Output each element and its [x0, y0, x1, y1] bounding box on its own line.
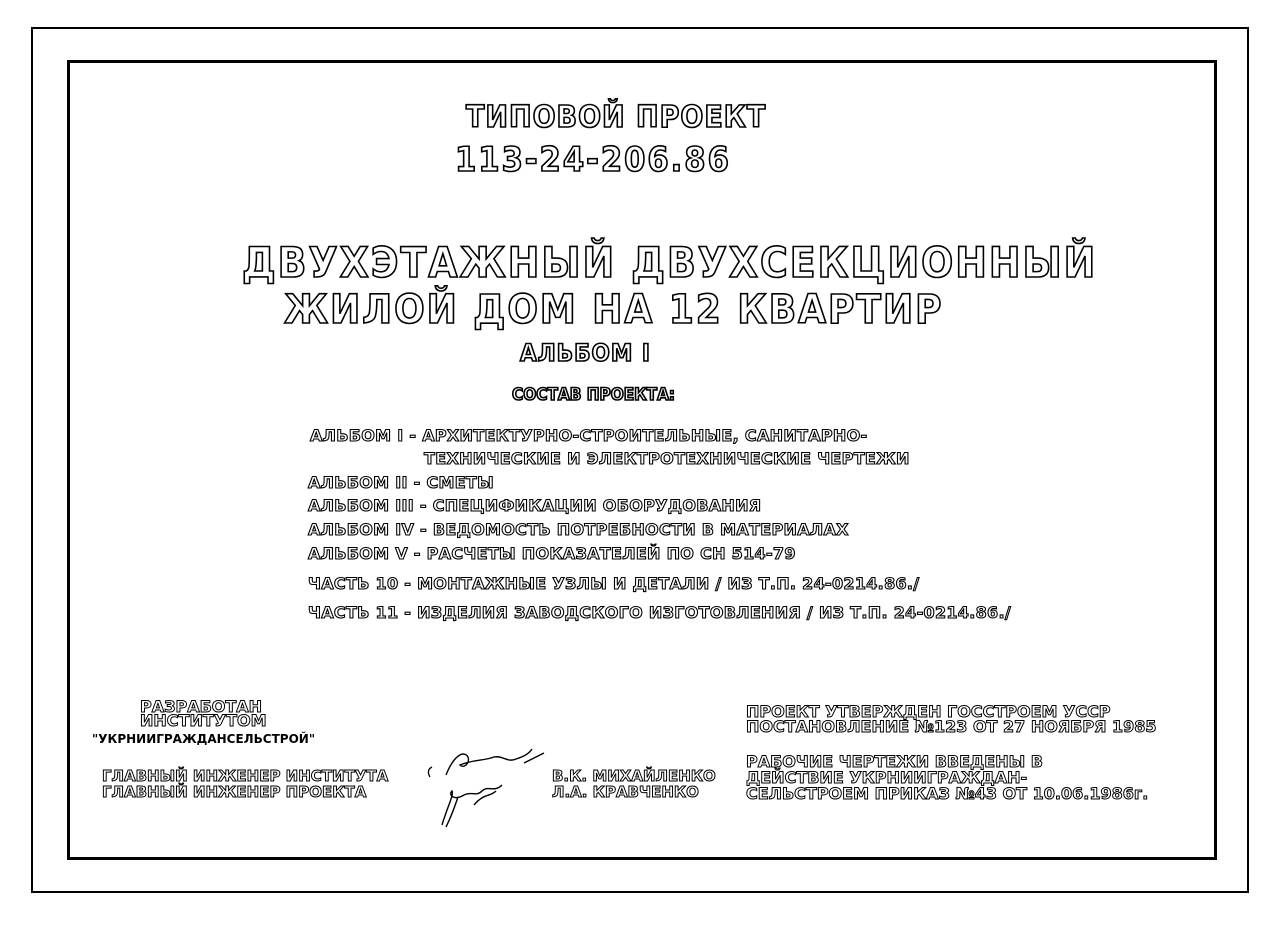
- developer-institute: "УКРНИИГРАЖДАНСЕЛЬСТРОЙ": [92, 732, 316, 746]
- composition-heading: СОСТАВ ПРОЕКТА:: [512, 385, 676, 405]
- role-chief-engineer-institute: ГЛАВНЫЙ ИНЖЕНЕР ИНСТИТУТА: [102, 767, 389, 785]
- role-chief-engineer-project: ГЛАВНЫЙ ИНЖЕНЕР ПРОЕКТА: [102, 783, 367, 801]
- composition-item: АЛЬБОМ III - СПЕЦИФИКАЦИИ ОБОРУДОВАНИЯ: [308, 496, 762, 515]
- project-type-label: ТИПОВОЙ ПРОЕКТ: [466, 100, 767, 135]
- composition-item: АЛЬБОМ IV - ВЕДОМОСТЬ ПОТРЕБНОСТИ В МАТЕРИАЛАХ: [308, 520, 849, 539]
- approval-line3: РАБОЧИЕ ЧЕРТЕЖИ ВВЕДЕНЫ В: [746, 752, 1043, 771]
- composition-item: АЛЬБОМ V - РАСЧЕТЫ ПОКАЗАТЕЛЕЙ ПО СН 514-79: [308, 544, 796, 563]
- signatory-name-1: В.К. МИХАЙЛЕНКО: [552, 767, 716, 785]
- approval-line5: СЕЛЬСТРОЕМ ПРИКАЗ №43 ОТ 10.06.1986г.: [746, 784, 1149, 803]
- developer-line2: ИНСТИТУТОМ: [140, 711, 267, 730]
- composition-item: ЧАСТЬ 10 - МОНТАЖНЫЕ УЗЛЫ И ДЕТАЛИ / ИЗ Т.П. 24-0214.86./: [308, 574, 920, 593]
- composition-item: АЛЬБОМ II - СМЕТЫ: [308, 473, 495, 492]
- album-label: АЛЬБОМ I: [520, 339, 651, 367]
- signatory-name-2: Л.А. КРАВЧЕНКО: [552, 783, 699, 801]
- project-number: 113-24-206.86: [455, 140, 731, 180]
- document-title-line1: ДВУХЭТАЖНЫЙ ДВУХСЕКЦИОННЫЙ: [242, 238, 1098, 287]
- composition-item: ТЕХНИЧЕСКИЕ И ЭЛЕКТРОТЕХНИЧЕСКИЕ ЧЕРТЕЖИ: [424, 449, 910, 468]
- handwritten-signatures: [424, 735, 554, 830]
- developer-line1: РАЗРАБОТАН: [140, 697, 263, 716]
- approval-line2: ПОСТАНОВЛЕНИЕ №123 ОТ 27 НОЯБРЯ 1985: [746, 717, 1157, 736]
- approval-line1: ПРОЕКТ УТВЕРЖДЕН ГОССТРОЕМ УССР: [746, 702, 1111, 721]
- composition-item: ЧАСТЬ 11 - ИЗДЕЛИЯ ЗАВОДСКОГО ИЗГОТОВЛЕНИЯ / ИЗ Т.П. 24-0214.86./: [308, 603, 1012, 622]
- document-title-line2: ЖИЛОЙ ДОМ НА 12 КВАРТИР: [284, 287, 944, 333]
- composition-item: АЛЬБОМ I - АРХИТЕКТУРНО-СТРОИТЕЛЬНЫЕ, САНИТАРНО-: [310, 426, 868, 445]
- approval-line4: ДЕЙСТВИЕ УКРНИИГРАЖДАН-: [746, 768, 1028, 787]
